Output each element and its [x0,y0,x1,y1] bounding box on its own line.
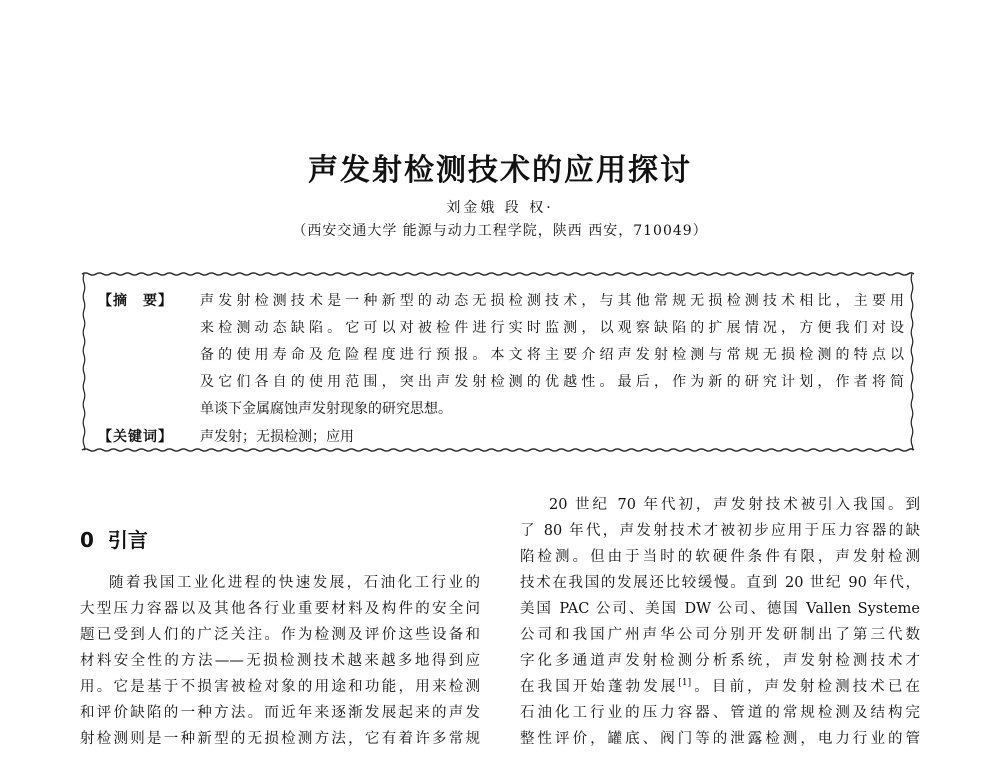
abstract-line: 声发射检测技术是一种新型的动态无损检测技术，与其他常规无损检测技术相比，主要用 [200,293,904,309]
body-line: 字化多通道声发射检测分析系统，声发射检测技术才 [520,653,920,669]
body-line: 技术在我国的发展还比较缓慢。直到 20 世纪 90 年代， [520,575,920,591]
abstract-line: 备的使用寿命及危险程度进行预报。本文将主要介绍声发射检测与常规无损检测的特点以 [200,347,904,363]
body-line: 陷检测。但由于当时的软硬件条件有限，声发射检测 [520,549,920,565]
author-names: 刘金娥 段 权· [446,200,554,216]
section-title: 引言 [107,528,148,552]
right-column-body [520,492,920,752]
body-line: 用。它是基于不损害被检对象的用途和功能，用来检测 [80,679,480,695]
body-line: 整性评价，罐底、阀门等的泄露检测，电力行业的管 [520,731,920,747]
body-line: 公司和我国广州声华公司分别开发研制出了第三代数 [520,627,920,643]
body-text: 在我国开始蓬勃发展 [520,679,679,695]
abstract-line: 单谈下金属腐蚀声发射现象的研究思想。 [200,401,452,417]
keywords-label: 【关键词】 [98,429,173,445]
body-line: 材料安全性的方法——无损检测技术越来越多地得到应 [80,653,480,669]
body-line: 随着我国工业化进程的快速发展，石油化工行业的 [109,575,480,591]
abstract-line: 及它们各自的使用范围，突出声发射检测的优越性。最后，作为新的研究计划，作者将简 [200,374,904,390]
section-heading [80,524,148,553]
body-line: 和评价缺陷的一种方法。而近年来逐渐发展起来的声发 [80,705,480,721]
keywords-block [98,424,904,451]
body-line: 题已受到人们的广泛关注。作为检测及评价这些设备和 [80,627,480,643]
abstract-line: 来检测动态缺陷。它可以对被检件进行实时监测，以观察缺陷的扩展情况，方便我们对设 [200,320,904,336]
body-line: 美国 PAC 公司、美国 DW 公司、德国 Vallen Systeme [520,601,920,617]
body-line: 了 80 年代，声发射技术才被初步应用于压力容器的缺 [520,523,920,539]
body-line: 射检测则是一种新型的无损检测方法，它有着许多常规 [80,731,480,747]
body-line-with-citation [520,674,920,700]
abstract-text [200,288,904,423]
body-line: 大型压力容器以及其他各行业重要材料及构件的安全问 [80,601,480,617]
abstract-block [98,288,904,423]
section-number: 0 [80,528,94,552]
body-line: 石油化工行业的压力容器、管道的常规检测及结构完 [520,705,920,721]
citation-ref[interactable]: [1] [678,678,692,689]
body-line: 20 世纪 70 年代初，声发射技术被引入我国。到 [549,497,920,513]
left-column-body [80,570,480,752]
paper-title: 声发射检测技术的应用探讨 [308,153,692,188]
author-affiliation: （西安交通大学 能源与动力工程学院，陕西 西安，710049） [292,223,708,239]
abstract-label: 【摘 要】 [98,293,173,309]
body-text: 。目前，声发射检测技术已在 [691,679,920,695]
keywords-text: 声发射；无损检测；应用 [200,429,354,445]
